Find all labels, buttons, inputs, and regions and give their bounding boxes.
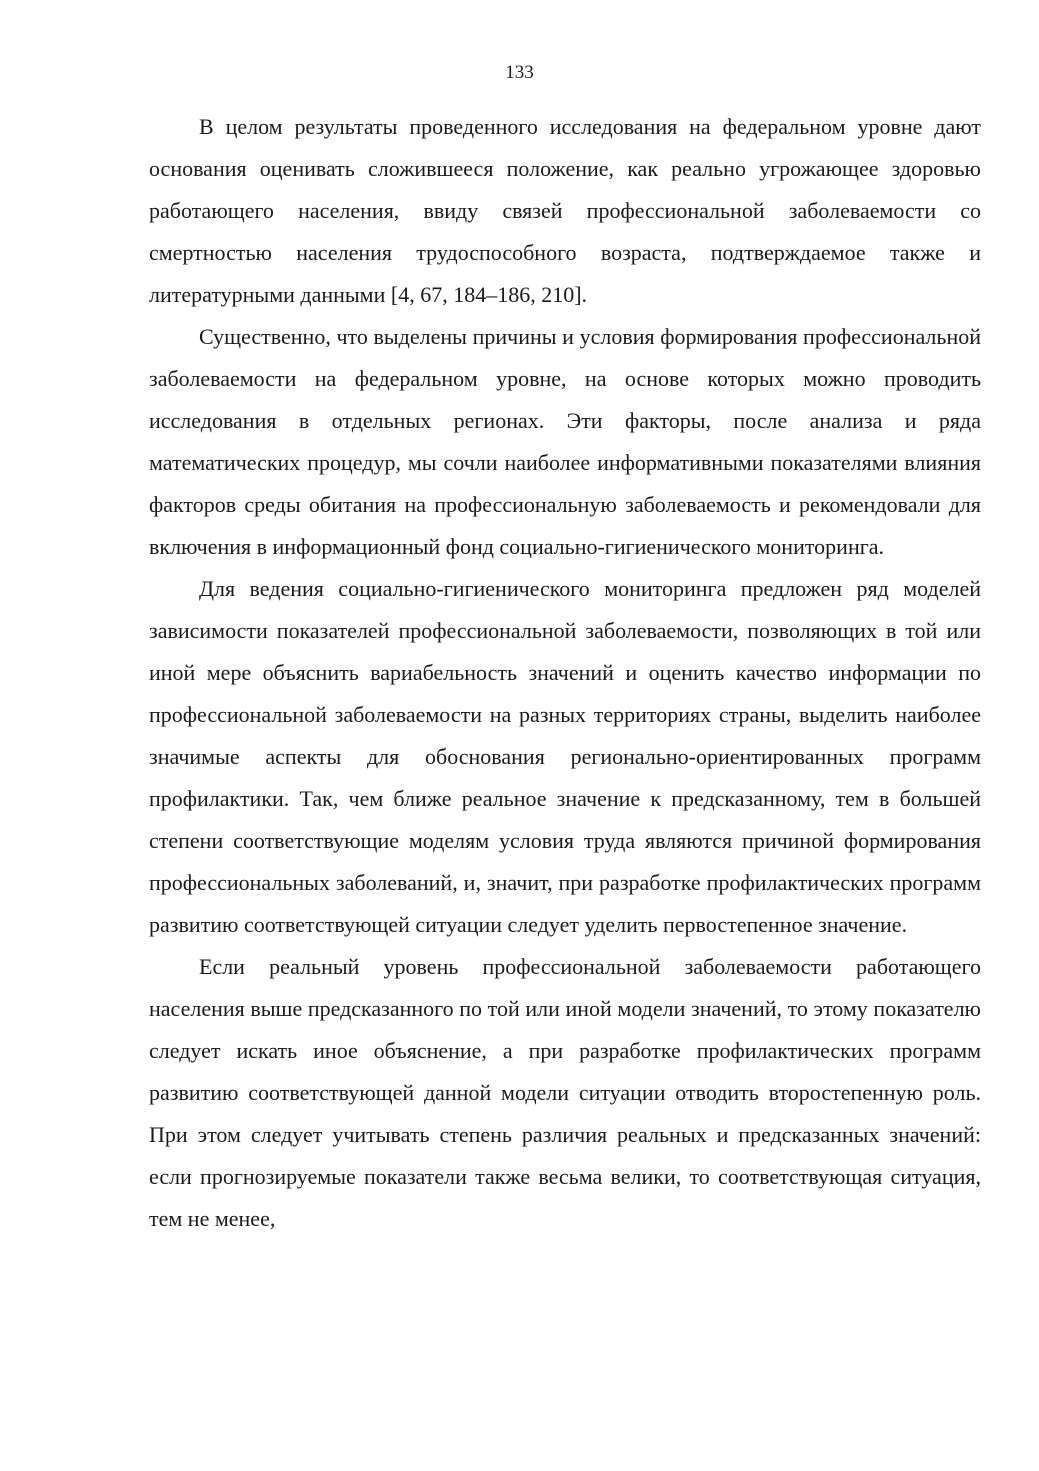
paragraph-4: Если реальный уровень профессиональной заболеваемости работающего населения выше предсказанного по той или иной модели значений, то этому показателю следует искать иное объяснение, а при разработке профилактических программ развитию соответствующей данной модели ситуации отводить второстепенную роль. При этом следует учитывать степень различия реальных и предсказанных значений: если прогнозируемые показатели также весьма велики, то соответствующая ситуация, тем не менее, [149, 954, 981, 1231]
paragraph-1: В целом результаты проведенного исследования на федеральном уровне дают основания оценивать сложившееся положение, как реально угрожающее здоровью работающего населения, ввиду связей профессиональной заболеваемости со смертностью населения трудоспособного возраста, подтверждаемое также и литературными данными [4, 67, 184–186, 210]. [149, 114, 981, 307]
paragraph-2: Существенно, что выделены причины и условия формирования профессиональной заболеваемости на федеральном уровне, на основе которых можно проводить исследования в отдельных регионах. Эти факторы, после анализа и ряда математических процедур, мы сочли наиболее информативными показателями влияния факторов среды обитания на профессиональную заболеваемость и рекомендовали для включения в информационный фонд социально-гигиенического мониторинга. [149, 324, 981, 559]
body-text [149, 106, 981, 1240]
paragraph-3: Для ведения социально-гигиенического мониторинга предложен ряд моделей зависимости показателей профессиональной заболеваемости, позволяющих в той или иной мере объяснить вариабельность значений и оценить качество информации по профессиональной заболеваемости на разных территориях страны, выделить наиболее значимые аспекты для обоснования регионально-ориентированных программ профилактики. Так, чем ближе реальное значение к предсказанному, тем в большей степени соответствующие моделям условия труда являются причиной формирования профессиональных заболеваний, и, значит, при разработке профилактических программ развитию соответствующей ситуации следует уделить первостепенное значение. [149, 576, 981, 937]
page-number: 133 [505, 62, 534, 83]
